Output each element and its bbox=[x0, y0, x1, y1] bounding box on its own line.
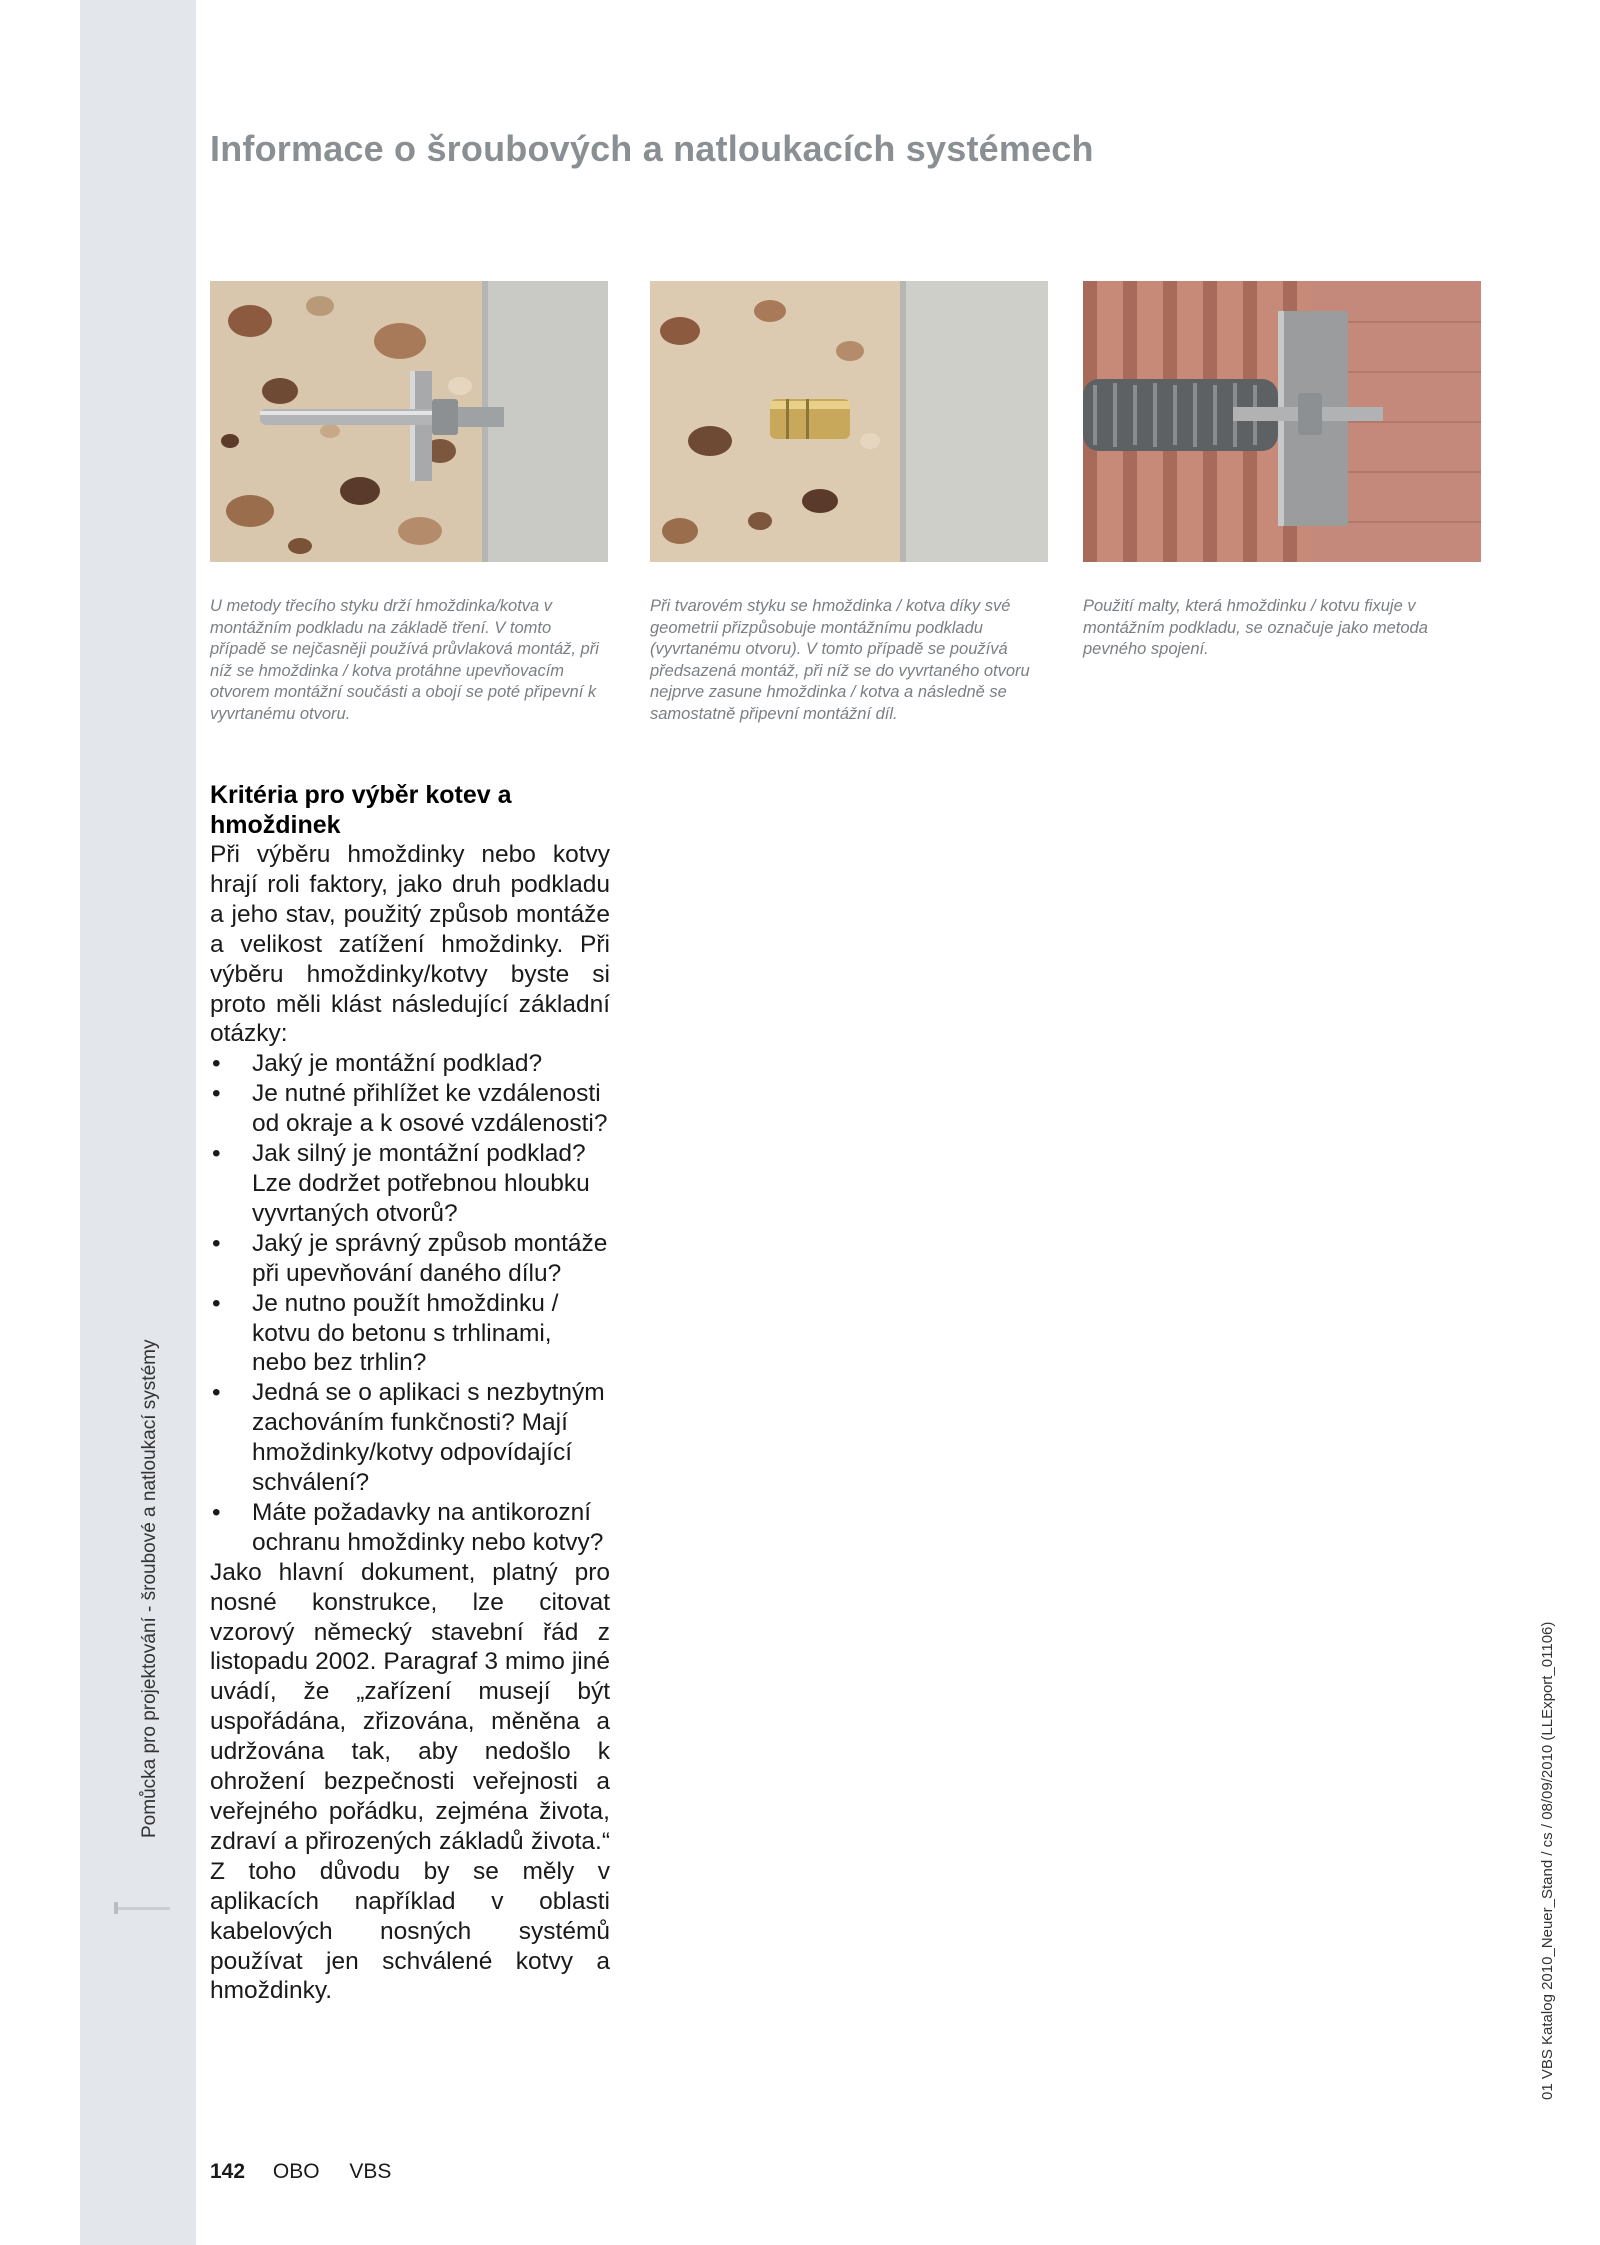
list-item: • Je nutno použít hmoždinku / kotvu do betonu s trhlinami, nebo bez trhlin? bbox=[210, 1289, 610, 1379]
photo-mortar-fixing bbox=[1083, 281, 1481, 562]
section-code: VBS bbox=[349, 2160, 392, 2183]
list-item: • Jaký je správný způsob montáže při upevňování daného dílu? bbox=[210, 1229, 610, 1289]
photo-form-anchor bbox=[650, 281, 1048, 562]
intro-paragraph: Při výběru hmoždinky nebo kotvy hrají roli faktory, jako druh podkladu a jeho stav, použitý způsob montáže a velikost zatížení hmoždinky. Při výběru hmoždinky/kotvy byste si proto měli klást následující základní otázky: bbox=[210, 841, 610, 1048]
list-item: • Jak silný je montážní podklad? Lze dodržet potřebnou hloubku vyvrtaných otvorů? bbox=[210, 1139, 610, 1229]
list-item: • Je nutné přihlížet ke vzdálenosti od okraje a k osové vzdálenosti? bbox=[210, 1079, 610, 1139]
main-text-column bbox=[210, 780, 610, 2006]
brand-name: OBO bbox=[272, 2160, 320, 2183]
print-slug: 01 VBS Katalog 2010_Neuer_Stand / cs / 08/09/2010 (LLExport_01106) bbox=[1539, 1621, 1556, 2100]
list-item: • Jaký je montážní podklad? bbox=[210, 1049, 610, 1079]
side-marker bbox=[114, 1907, 170, 1910]
photo-friction-anchor bbox=[210, 281, 608, 562]
criteria-list bbox=[210, 1049, 610, 1557]
page-footer bbox=[210, 2160, 391, 2184]
caption-mortar: Použití malty, která hmoždinku / kotvu fixuje v montážním podkladu, se označuje jako metoda pevného spojení. bbox=[1083, 597, 1428, 659]
list-item: • Jedná se o aplikaci s nezbytným zachováním funkčnosti? Mají hmoždinky/kotvy odpovídající schválení? bbox=[210, 1378, 610, 1498]
page-title: Informace o šroubových a natloukacích systémech bbox=[210, 128, 1094, 169]
closing-paragraph: Jako hlavní dokument, platný pro nosné konstrukce, lze citovat vzorový německý stavební řád z listopadu 2002. Paragraf 3 mimo jiné uvádí, že „zařízení musejí být uspořádána, zřizována, měněna a udržována tak, aby nedošlo k ohrožení bezpečnosti veřejnosti a veřejného pořádku, zejména života, zdraví a přirozených základů života.“ Z toho důvodu by se měly v aplikacích například v oblasti kabelových nosných systémů používat jen schválené kotvy a hmoždinky. bbox=[210, 1558, 610, 2005]
section-heading: Kritéria pro výběr kotev a hmoždinek bbox=[210, 781, 512, 839]
page-number: 142 bbox=[210, 2160, 246, 2183]
list-item: • Máte požadavky na antikorozní ochranu hmoždinky nebo kotvy? bbox=[210, 1498, 610, 1558]
side-section-label: Pomůcka pro projektování - šroubové a natloukací systémy bbox=[139, 1339, 160, 1838]
caption-friction: U metody třecího styku drží hmoždinka/kotva v montážním podkladu na základě tření. V tomto případě se nejčasněji používá průvlaková montáž, při níž se hmoždinka / kotva protáhne upevňovacím otvorem montážní součásti a obojí se poté připevní k vyvrtanému otvoru. bbox=[210, 597, 599, 723]
caption-form: Při tvarovém styku se hmoždinka / kotva díky své geometrii přizpůsobuje montážnímu podkladu (vyvrtanému otvoru). V tomto případě se používá předsazená montáž, při níž se do vyvrtaného otvoru nejprve zasune hmoždinka / kotva a následně se samostatně připevní montážní díl. bbox=[650, 597, 1030, 723]
